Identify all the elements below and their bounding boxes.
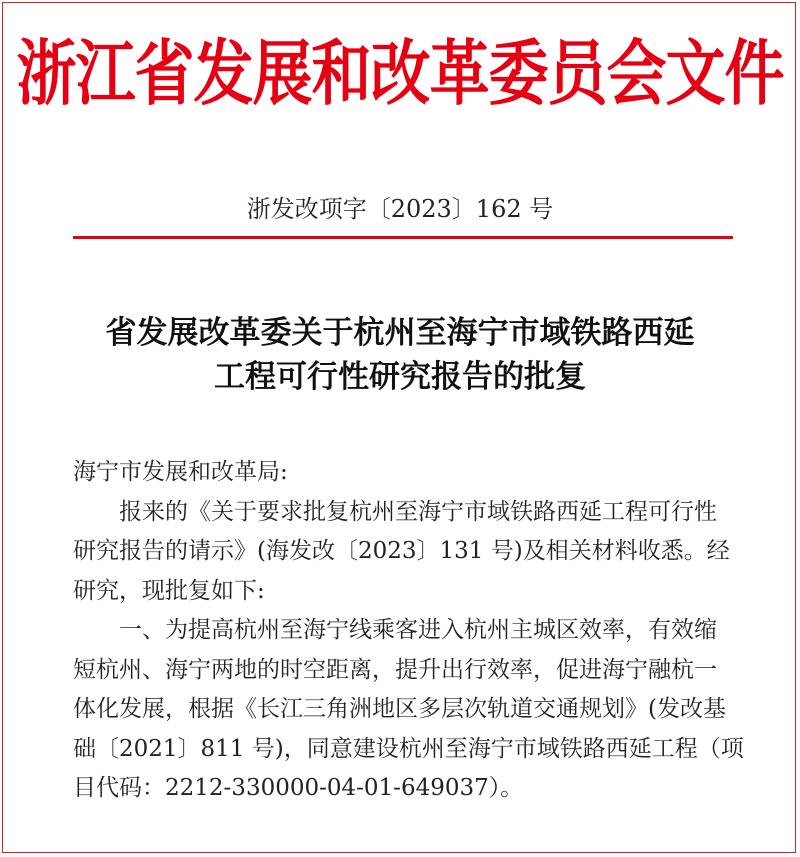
body-line: 目代码：2212-330000-04-01-649037）。 [73,775,524,801]
body-line: 研究，现批复如下: [73,577,265,604]
body-line: 一、为提高杭州至海宁线乘客进入杭州主城区效率，有效缩 [119,617,717,643]
body-line: 体化发展，根据《长江三角洲地区多层次轨道交通规划》(发改基 [73,696,726,722]
addressee: 海宁市发展和改革局: [73,459,288,485]
body-line: 报来的《关于要求批复杭州至海宁市域铁路西延工程可行性 [119,498,717,525]
document-page [2,2,796,853]
document-title [3,311,797,399]
document-body [73,453,743,809]
document-title-line-1: 省发展改革委关于杭州至海宁市域铁路西延 [105,315,695,351]
body-line: 研究报告的请示》(海发改〔2023〕131 号)及相关材料收悉。经 [73,538,730,564]
body-line: 础〔2021〕811 号)，同意建设杭州至海宁市域铁路西延工程（项 [73,735,744,762]
document-number: 浙发改项字〔2023〕162 号 [246,195,554,223]
body-line: 短杭州、海宁两地的时空距离，提升出行效率，促进海宁融杭一 [73,656,717,683]
document-title-line-2: 工程可行性研究报告的批复 [214,359,586,395]
issuer-header-title: 浙江省发展和改革委员会文件 [16,33,784,116]
red-divider-line [73,236,733,239]
